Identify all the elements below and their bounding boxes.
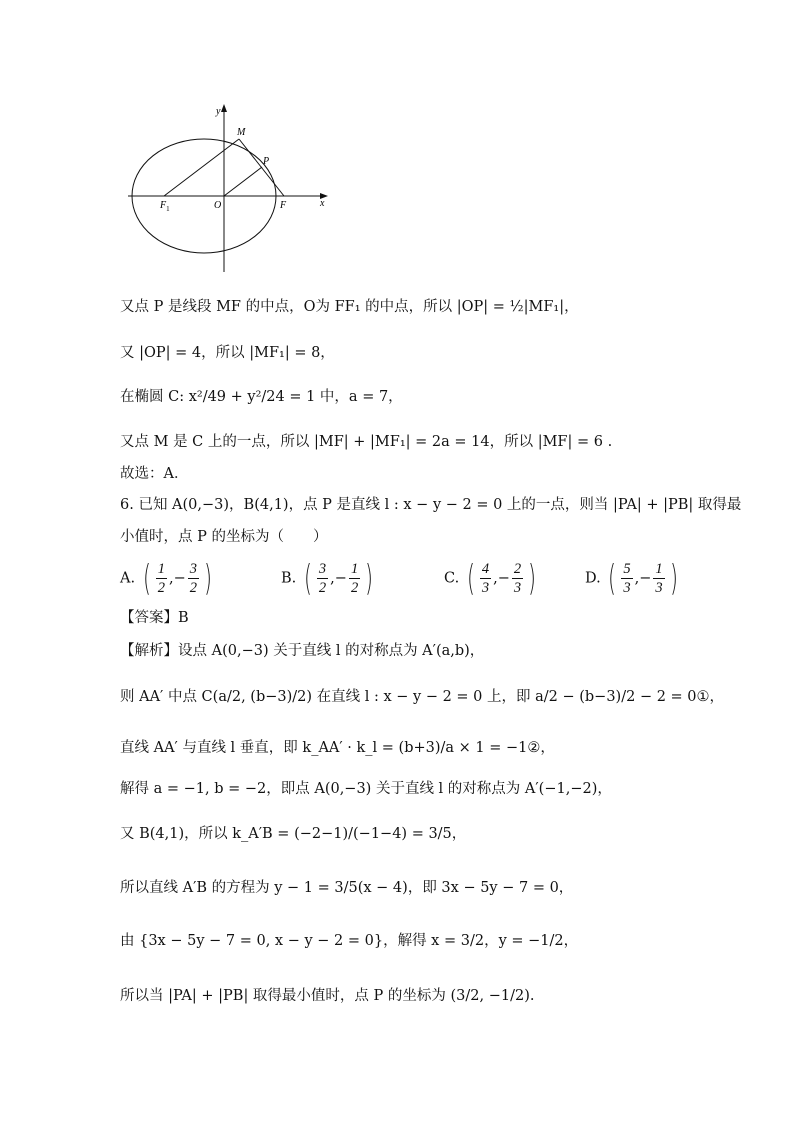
line-mf: 又点 M 是 C 上的一点，所以 |MF| + |MF₁| = 2a = 14，所以 |MF| = 6 . xyxy=(120,434,613,450)
line-ellipse: 在椭圆 C: x²/49 + y²/24 = 1 中，a = 7， xyxy=(120,389,403,405)
segment-f1-m xyxy=(164,139,239,196)
solution-line4: 解得 a = −1, b = −2，即点 A(0,−3) 关于直线 l 的对称点为 A′(−1,−2)， xyxy=(120,781,612,797)
label-f1: $F_1$ xyxy=(160,200,170,213)
label-o: O xyxy=(214,200,222,211)
label-x: x xyxy=(320,198,325,209)
choice-b[interactable]: B. ( $\frac{3}{2}$ ,− $\frac{1}{2}$ ) xyxy=(281,558,374,599)
question-6-line1: 6. 已知 A(0,−3)，B(4,1)，点 P 是直线 l : x − y − 2 = 0 上的一点，则当 |PA| + |PB| 取得最 xyxy=(120,497,742,513)
ellipse-figure xyxy=(120,100,340,278)
choice-c[interactable]: C. ( $\frac{4}{3}$ ,− $\frac{2}{3}$ ) xyxy=(444,558,536,599)
solution-line2: 则 AA′ 中点 C(a/2, (b−3)/2) 在直线 l : x − y − 2 = 0 上，即 a/2 − (b−3)/2 − 2 = 0①， xyxy=(120,689,725,705)
solution-line3: 直线 AA′ 与直线 l 垂直，即 k_AA′ · k_l = (b+3)/a × 1 = −1②， xyxy=(120,740,555,756)
label-p: P xyxy=(263,156,270,167)
choice-d[interactable]: D. ( $\frac{5}{3}$ ,− $\frac{1}{3}$ ) xyxy=(585,558,678,599)
line-op: 又 |OP| = 4，所以 |MF₁| = 8， xyxy=(120,345,335,361)
solution-line6: 所以直线 A′B 的方程为 y − 1 = 3/5(x − 4)，即 3x − 5y − 7 = 0， xyxy=(120,880,574,896)
solution-line8: 所以当 |PA| + |PB| 取得最小值时，点 P 的坐标为 (3/2, −1/2). xyxy=(120,988,535,1004)
solution-line5: 又 B(4,1)，所以 k_A′B = (−2−1)/(−1−4) = 3/5， xyxy=(120,826,467,842)
question-6-line2: 小值时，点 P 的坐标为（ ） xyxy=(120,529,328,545)
line-midpoint: 又点 P 是线段 MF 的中点，O为 FF₁ 的中点，所以 |OP| = ½|MF₁|， xyxy=(120,299,579,315)
choice-a[interactable]: A. ( $\frac{1}{2}$ ,− $\frac{3}{2}$ ) xyxy=(120,558,212,599)
label-m: M xyxy=(237,127,246,138)
y-axis-arrow xyxy=(221,104,227,112)
line-answer-prev: 故选：A． xyxy=(120,466,189,482)
solution-line1: 【解析】设点 A(0,−3) 关于直线 l 的对称点为 A′(a,b)， xyxy=(120,643,485,659)
solution-line7: 由 {3x − 5y − 7 = 0, x − y − 2 = 0}，解得 x = 3/2，y = −1/2， xyxy=(120,933,579,949)
label-f: F xyxy=(280,200,287,211)
label-y: y xyxy=(216,106,221,117)
answer-label: 【答案】B xyxy=(120,610,189,626)
segment-o-p xyxy=(224,167,262,196)
